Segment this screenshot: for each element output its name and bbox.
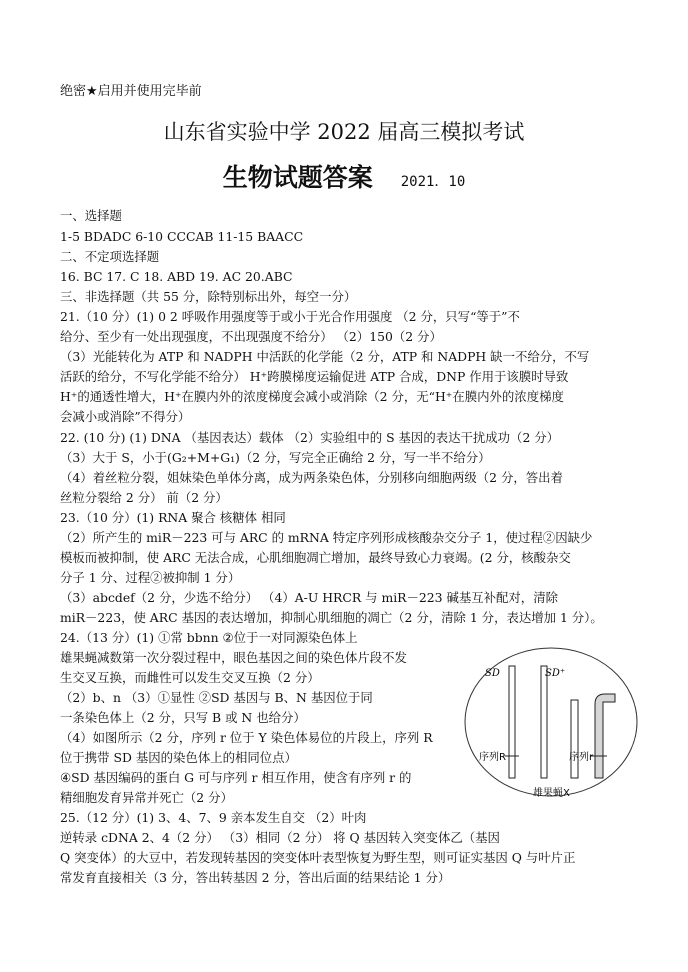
q23-line-4: 分子 1 分、过程②被抑制 1 分）: [60, 570, 241, 585]
answer-line-16-20: 16. BC 17. C 18. ABD 19. AC 20.ABC: [60, 269, 293, 284]
q22-line-1: 22. (10 分) (1) DNA （基因表达）载体 （2）实验组中的 S 基因的表达干扰成功（2 分）: [60, 430, 560, 445]
label-sd: SD: [485, 668, 500, 679]
q24-line-3: 生交叉互换，而雌性可以发生交叉互换（2 分）: [60, 670, 320, 685]
confidential-label: 绝密★启用并使用完毕前: [60, 84, 202, 99]
q23-line-3: 模板而被抑制，使 ARC 无法合成，心肌细胞凋亡增加，最终导致心力衰竭。(2 分，核酸杂交: [60, 550, 571, 565]
subtitle-text: 生物试题答案: [222, 163, 373, 192]
q24-line-9: 精细胞发育异常并死亡（2 分）: [60, 790, 233, 805]
chromosome-y-translocated: [595, 694, 615, 778]
q23-line-2: （2）所产生的 miR－223 可与 ARC 的 mRNA 特定序列形成核酸杂交分子 1，使过程②因缺少: [60, 530, 593, 545]
q23-line-6: miR－223，使 ARC 基因的表达增加，抑制心肌细胞的凋亡（2 分，清除 1 分，表达增加 1 分）。: [60, 610, 603, 625]
q22-line-2: （3）大于 S，小于(G₂+M+G₁)（2 分，写完全正确给 2 分，写一半不给分）: [60, 450, 491, 465]
q25-line-3: Q 突变体）的大豆中，若发现转基因的突变体叶表型恢复为野生型，则可证实基因 Q 与叶片正: [60, 850, 576, 865]
answer-subtitle: [0, 158, 688, 194]
exam-date: 2021．10: [400, 174, 466, 190]
q24-line-4: （2）b、n （3）①显性 ②SD 基因与 B、N 基因位于同: [60, 690, 373, 705]
q22-line-4: 丝粒分裂给 2 分） 前（2 分）: [60, 490, 228, 505]
q24-line-8: ④SD 基因编码的蛋白 G 可与序列 r 相互作用，使含有序列 r 的: [60, 770, 412, 785]
label-sd-plus: SD⁺: [545, 668, 566, 679]
q25-line-1: 25.（12 分）(1) 3、4、7、9 亲本发生自交 （2）叶肉: [60, 810, 367, 825]
section-3-heading: 三、非选择题（共 55 分，除特别标出外，每空一分）: [60, 289, 357, 304]
chromosome-sd: [509, 666, 515, 778]
q24-line-7: 位于携带 SD 基因的染色体上的相同位点）: [60, 750, 297, 765]
chromosome-x: [571, 700, 578, 778]
q21-line-4: 活跃的给分，不写化学能不给分） H⁺跨膜梯度运输促进 ATP 合成，DNP 作用于该膜时导致: [60, 369, 569, 384]
chromosome-figure: [463, 646, 639, 800]
q22-line-3: （4）着丝粒分裂，姐妹染色单体分离，成为两条染色体，分别移向细胞两级（2 分，答出着: [60, 470, 563, 485]
answer-line-1-15: 1-5 BDADC 6-10 CCCAB 11-15 BAACC: [60, 229, 304, 244]
q23-line-1: 23.（10 分）(1) RNA 聚合 核糖体 相同: [60, 510, 286, 525]
q21-line-1: 21.（10 分）(1) 0 2 呼吸作用强度等于或小于光合作用强度 （2 分，只写“等于”不: [60, 309, 520, 324]
q24-line-1: 24.（13 分）(1) ①常 bbnn ②位于一对同源染色体上: [60, 630, 358, 645]
q25-line-4: 常发育直接相关（3 分，答出转基因 2 分，答出后面的结果结论 1 分）: [60, 870, 451, 885]
label-seq-R: 序列R: [479, 752, 506, 763]
q24-line-2: 雄果蝇减数第一次分裂过程中，眼色基因之间的染色体片段不发: [60, 650, 407, 665]
q21-line-2: 给分、至少有一处出现强度，不出现强度不给分） （2）150（2 分）: [60, 329, 442, 344]
q23-line-5: （3）abcdef（2 分，少选不给分） （4）A-U HRCR 与 miR－223 碱基互补配对，清除: [60, 590, 558, 605]
chromosome-diagram: [463, 646, 639, 800]
q21-line-5: H⁺的通透性增大，H⁺在膜内外的浓度梯度会减小或消除（2 分，无“H⁺在膜内外的浓度梯度: [60, 389, 564, 404]
figure-caption: 雄果蝇X: [533, 788, 570, 799]
section-2-heading: 二、不定项选择题: [60, 249, 160, 264]
q24-line-5: 一条染色体上（2 分，只写 B 或 N 也给分）: [60, 710, 306, 725]
exam-title: 山东省实验中学 2022 届高三模拟考试: [163, 120, 525, 144]
label-seq-r: 序列r: [569, 752, 594, 763]
q24-line-6: （4）如图所示（2 分，序列 r 位于 Y 染色体易位的片段上，序列 R: [60, 730, 433, 745]
q21-line-6: 会减小或消除”不得分）: [60, 409, 191, 424]
q25-line-2: 逆转录 cDNA 2、4（2 分） （3）相同（2 分） 将 Q 基因转入突变体乙（基因: [60, 830, 500, 845]
section-1-heading: 一、选择题: [60, 208, 122, 223]
q21-line-3: （3）光能转化为 ATP 和 NADPH 中活跃的化学能（2 分，ATP 和 NADPH 缺一不给分，不写: [60, 349, 590, 364]
chromosome-sd-plus: [541, 666, 547, 778]
